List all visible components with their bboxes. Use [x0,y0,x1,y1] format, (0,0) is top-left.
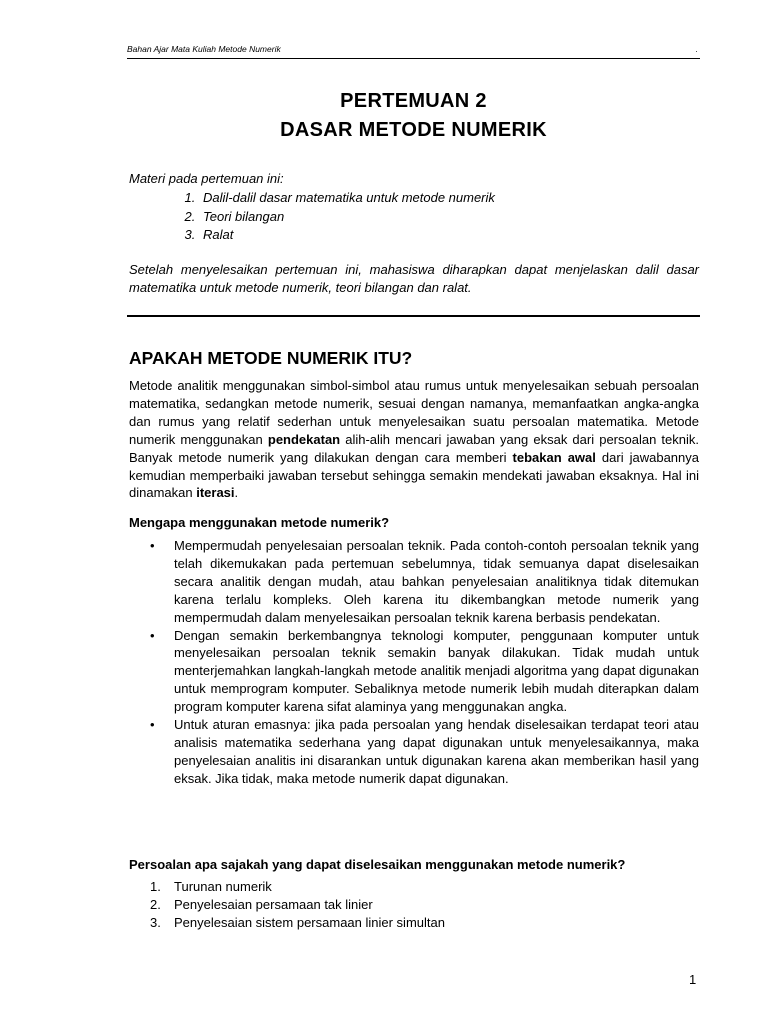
para-text: Metode analitik menggunakan simbol-simbol atau rumus untuk menyelesaikan sebuah persoalan matematika, sedangkan metode numerik, sesuai dengan namanya, memanfaatkan angka-angka dan rumus yang relatif sederhan untuk menyelesaikan suatu persoalan matematika. Metode numerik menggunakan [129,378,699,447]
page-header [127,42,700,59]
list-item [129,716,699,788]
para-text: dari jawabannya kemudian memperbaiki jawaban tersebut sehingga semakin mendekati jawaban eksaknya. Hal ini dinamakan [129,449,699,501]
reasons-list [129,537,699,788]
list-item [129,537,699,627]
page-number: 1 [689,972,697,987]
problems-list [129,878,445,932]
list-item-text: Untuk aturan emasnya: jika pada persoalan yang hendak diselesaikan terdapat teori atau analisis matematika sederhana yang dapat digunakan untuk menyelesaikannya, maka penyelesaian analitis ini disarankan untuk digunakan karena akan memberikan hasil yang eksak. Jika tidak, maka metode numerik dapat digunakan. [174,717,699,786]
list-item [129,896,445,914]
header-course-title: Bahan Ajar Mata Kuliah Metode Numerik [127,44,281,54]
intro-block [129,171,699,245]
topic-item: 2. Teori bilangan [199,208,699,227]
list-item [129,878,445,896]
page-title-line2: DASAR METODE NUMERIK [280,119,547,141]
list-item-text: Mempermudah penyelesaian persoalan teknik. Pada contoh-contoh persoalan teknik yang telah dikemukakan pada pertemuan sebelumnya, tidak semuanya dapat diselesaikan secara analitik dengan mudah, atau bahkan penyelesaian analitiknya tidak ditemukan karena terlalu kompleks. Oleh karena itu dikembangkan metode numerik yang mempermudah dalam menyelesaikan persoalan teknik karena berbasis pendekatan. [174,538,699,625]
bullet-icon: • [150,717,155,733]
list-item-text: Penyelesaian persamaan tak linier [174,897,373,912]
topic-item: 3. Ralat [199,226,699,245]
section-heading: APAKAH METODE NUMERIK ITU? [129,348,413,368]
bullet-icon: • [150,627,155,643]
header-right-mark: . [695,44,698,54]
list-number: 1. [150,879,161,894]
para-text: . [234,485,239,501]
list-number: 2. [150,897,161,912]
para-text: alih-alih mencari jawaban yang eksak dari persoalan teknik. Banyak metode numerik yang dilakukan dengan cara memberi [129,431,700,465]
para-bold-term: iterasi [196,485,235,501]
list-number: 3. [150,915,161,930]
para-bold-term: pendekatan [267,431,341,447]
page-title-line1: PERTEMUAN 2 [340,90,487,112]
section-divider [127,315,700,317]
para-bold-term: tebakan awal [512,449,596,465]
list-item-text: Dengan semakin berkembangnya teknologi komputer, penggunaan komputer untuk menyelesaikan persoalan teknik semakin banyak dilakukan. Tidak mudah untuk menterjemahkan langkah-langkah metode analitik menjadi algoritma yang dapat digunakan untuk memprogram komputer. Sebaliknya metode numerik lebih mudah diterapkan dalam program komputer karena sifat alaminya yang menggunakan angka. [174,627,699,715]
intro-lead: Materi pada pertemuan ini: [129,171,284,186]
list-item [129,627,699,717]
learning-objective: Setelah menyelesaikan pertemuan ini, mahasiswa diharapkan dapat menjelaskan dalil dasar matematika untuk metode numerik, teori bilangan dan ralat. [129,262,699,295]
bullet-icon: • [150,538,155,553]
section-paragraph [129,377,699,502]
list-item-text: Penyelesaian sistem persamaan linier simultan [174,915,445,930]
topics-list [129,189,699,245]
question-heading: Mengapa menggunakan metode numerik? [129,515,390,530]
list-item [129,914,445,932]
list-item-text: Turunan numerik [174,879,272,894]
question-heading: Persoalan apa sajakah yang dapat diselesaikan menggunakan metode numerik? [129,857,626,872]
topic-item: 1. Dalil-dalil dasar matematika untuk metode numerik [199,189,699,208]
